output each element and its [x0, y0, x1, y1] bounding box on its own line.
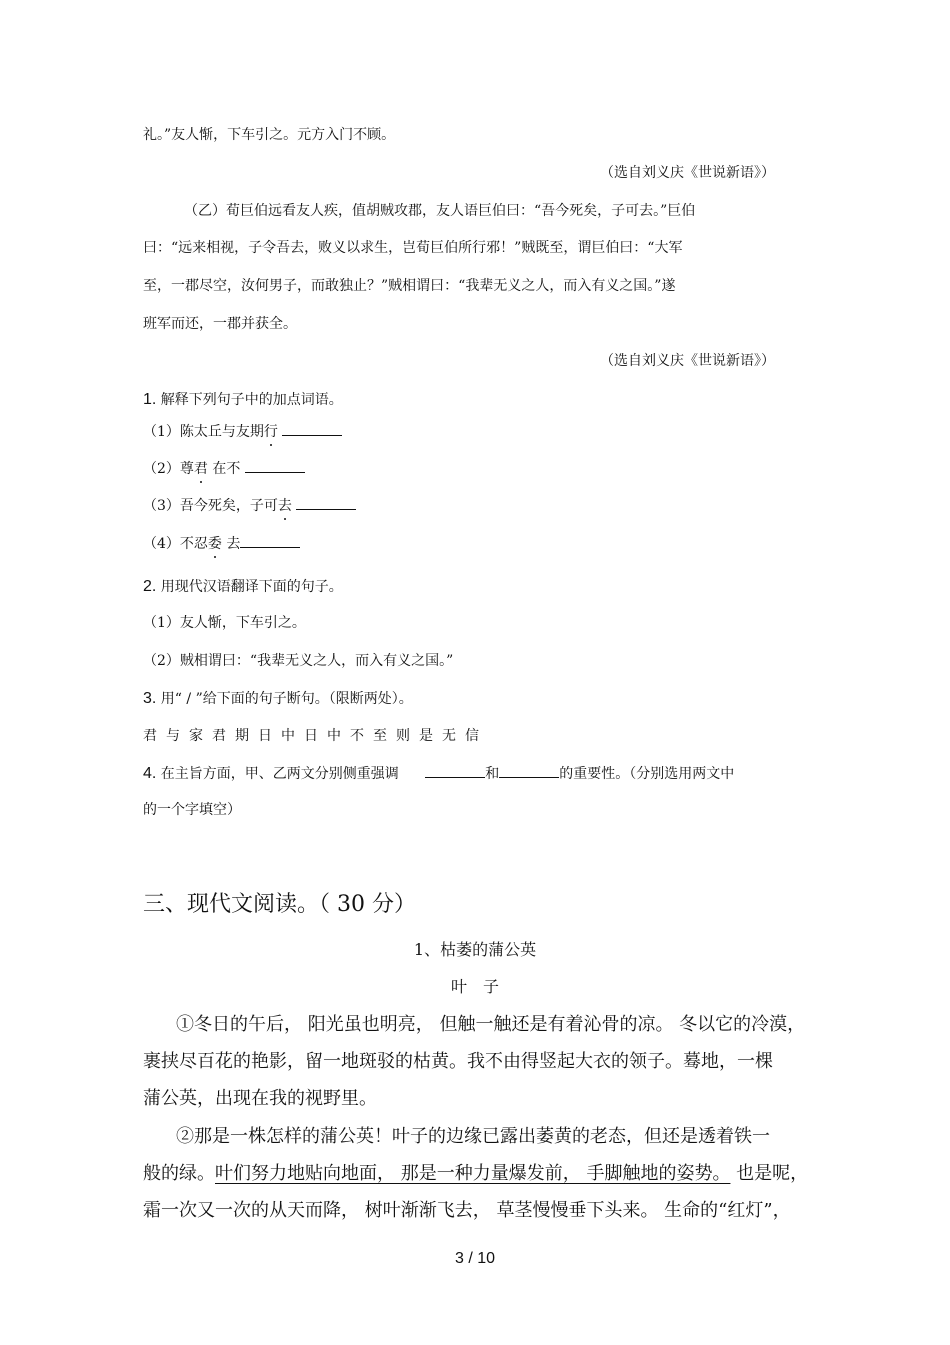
passage-line: 班军而还，一郡并获全。: [143, 316, 297, 332]
article-line: [143, 1159, 808, 1185]
underlined-sentence: 叶们努力地贴向地面， 那是一种力量爆发前， 手脚触地的姿势。: [215, 1163, 731, 1184]
section-heading: 三、现代文阅读。（ 30 分）: [143, 892, 416, 917]
dotted-word: 委: [207, 536, 222, 552]
item-text: （2）尊: [143, 461, 194, 477]
question-number: 4.: [143, 765, 157, 782]
item-text: （3）吾今死矣，子可: [143, 498, 278, 514]
passage-line: （乙）荀巨伯远看友人疾，值胡贼攻郡，友人语巨伯曰：“吾今死矣，子可去。”巨伯: [184, 203, 696, 219]
question-3: [143, 688, 413, 708]
question-text: 解释下列句子中的加点词语。: [160, 392, 343, 408]
question-1-item: [143, 458, 305, 478]
question-2-item: （1）友人惭，下车引之。: [143, 615, 306, 631]
question-number: 1.: [143, 391, 157, 408]
dotted-word: 去: [277, 498, 292, 514]
question-1-item: [143, 421, 342, 441]
item-text: （1）陈太丘与友期: [143, 424, 264, 440]
question-number: 3.: [143, 690, 157, 707]
question-4: [143, 763, 734, 783]
question-text: 用现代汉语翻译下面的句子。: [160, 579, 343, 595]
question-1: [143, 389, 343, 409]
question-text: 在主旨方面，甲、乙两文分别侧重强调: [160, 766, 399, 782]
question-text: 的一个字填空）: [143, 802, 241, 818]
answer-blank[interactable]: [240, 533, 300, 548]
question-2-item: （2）贼相谓曰：“我辈无义之人，而入有义之国。”: [143, 653, 454, 669]
article-line: 霜一次又一次的从天而降， 树叶渐渐飞去， 草茎慢慢垂下头来。 生命的“红灯”，: [143, 1200, 791, 1221]
article-text: 也是呢，: [730, 1163, 809, 1184]
passage-line: 至，一郡尽空，汝何男子，而敢独止？”贼相谓曰：“我辈无义之人，而入有义之国。”遂: [143, 278, 676, 294]
answer-blank[interactable]: [296, 495, 356, 510]
dotted-word: 行: [263, 424, 278, 440]
item-text: 在不: [207, 461, 241, 477]
question-text: 用“ / ”给下面的句子断句。（限断两处）。: [160, 691, 413, 707]
punctuation-sentence: 君与家君期日中日中不至则是无信: [143, 728, 488, 744]
answer-blank[interactable]: [282, 421, 342, 436]
source-citation: （选自刘义庆《世说新语》）: [600, 165, 775, 181]
question-number: 2.: [143, 578, 157, 595]
article-line: 裹挟尽百花的艳影，留一地斑驳的枯黄。我不由得竖起大衣的领子。蓦地，一棵: [143, 1051, 773, 1072]
article-line: ②那是一株怎样的蒲公英！叶子的边缘已露出萎黄的老态，但还是透着铁一: [176, 1126, 770, 1147]
answer-blank[interactable]: [245, 458, 305, 473]
page-number: 3 / 10: [454, 1250, 496, 1267]
article-author: 叶 子: [450, 977, 499, 996]
passage-line: 礼。”友人惭，下车引之。元方入门不顾。: [143, 127, 396, 143]
answer-blank[interactable]: [425, 763, 485, 778]
article-line: 蒲公英，出现在我的视野里。: [143, 1088, 377, 1109]
dotted-word: 君: [193, 461, 208, 477]
item-text: （4）不忍: [143, 536, 208, 552]
item-text: 去: [221, 536, 241, 552]
answer-blank[interactable]: [499, 763, 559, 778]
article-title: 1、枯萎的蒲公英: [413, 940, 537, 959]
question-text: 的重要性。（分别选用两文中: [559, 766, 735, 782]
question-1-item: [143, 495, 356, 515]
source-citation: （选自刘义庆《世说新语》）: [600, 353, 775, 369]
question-2: [143, 576, 343, 596]
article-text: 般的绿。: [143, 1163, 215, 1184]
article-line: ①冬日的午后， 阳光虽也明亮， 但触一触还是有着沁骨的凉。 冬以它的冷漠，: [176, 1014, 806, 1035]
question-text: 和: [485, 766, 500, 782]
passage-line: 曰：“远来相视，子令吾去，败义以求生，岂荀巨伯所行邪！”贼既至，谓巨伯曰：“大军: [143, 240, 683, 256]
question-1-item: [143, 533, 300, 553]
